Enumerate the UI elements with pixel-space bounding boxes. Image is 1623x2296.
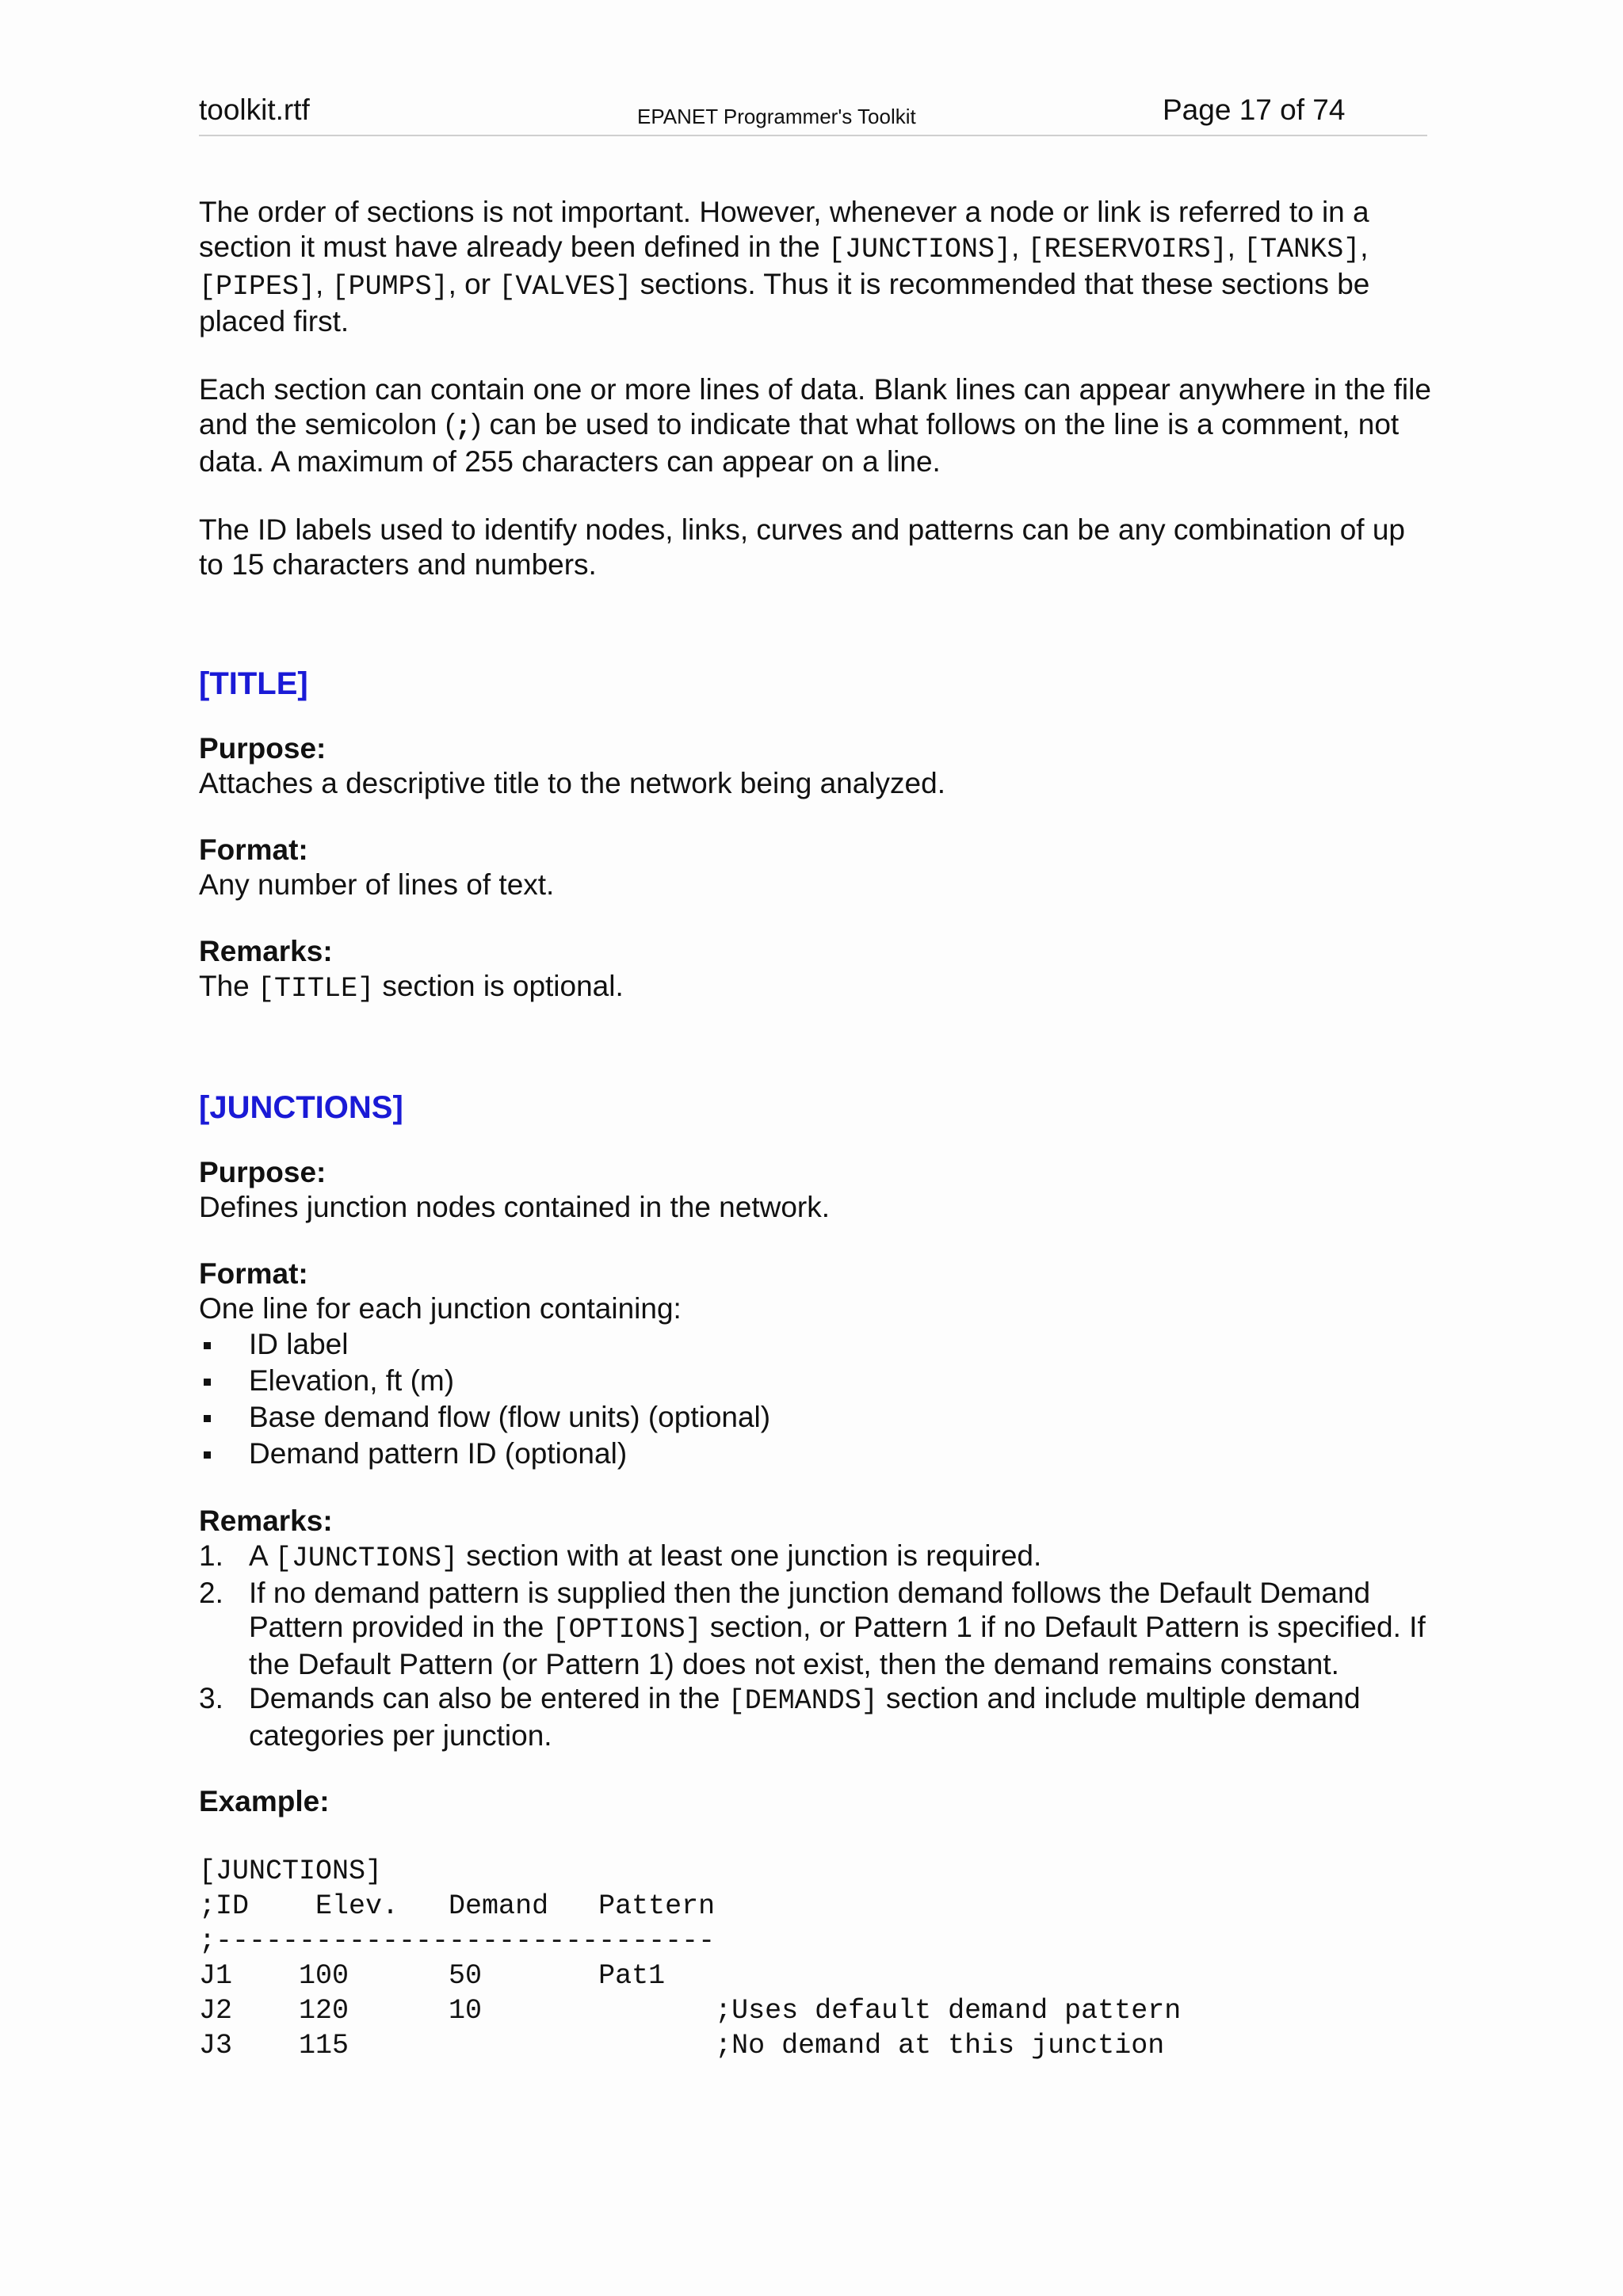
remarks-label: Remarks: xyxy=(199,1505,333,1537)
title-remarks xyxy=(199,934,1435,1006)
remarks-label: Remarks: xyxy=(199,935,333,967)
format-label: Format: xyxy=(199,1257,308,1290)
junctions-purpose xyxy=(199,1155,1435,1225)
format-text: One line for each junction containing: xyxy=(199,1292,682,1325)
title-purpose xyxy=(199,731,1435,801)
intro-paragraph-2: Each section can contain one or more lines of data. Blank lines can appear anywhere in the file and the semicolon (;) can be used to indicate that what follows on the line is a comment, not data. A maximum of 255 characters can appear on a line. xyxy=(199,373,1431,478)
format-label: Format: xyxy=(199,833,308,866)
remarks-numbered-list xyxy=(199,1539,1435,1753)
purpose-label: Purpose: xyxy=(199,1156,327,1188)
list-item: Elevation, ft (m) xyxy=(199,1363,1435,1399)
junctions-example xyxy=(199,1784,1435,2063)
list-item: 1. A [JUNCTIONS] section with at least one junction is required. xyxy=(199,1539,1042,1574)
junctions-format xyxy=(199,1257,1435,1472)
header-filename: toolkit.rtf xyxy=(199,93,310,126)
header-page-number: Page 17 of 74 xyxy=(1163,93,1346,126)
list-item: ID label xyxy=(199,1326,1435,1363)
page-body xyxy=(199,195,1435,2063)
example-label: Example: xyxy=(199,1785,330,1817)
section-heading-junctions: [JUNCTIONS] xyxy=(199,1090,403,1125)
list-item: 3. Demands can also be entered in the [DEMANDS] section and include multiple demand categories per junction. xyxy=(199,1682,1361,1752)
title-format xyxy=(199,833,1435,902)
header-doc-title: EPANET Programmer's Toolkit xyxy=(637,105,916,128)
list-item: Demand pattern ID (optional) xyxy=(199,1436,1435,1472)
remarks-text: The [TITLE] section is optional. xyxy=(199,970,624,1005)
purpose-text: Attaches a descriptive title to the network being analyzed. xyxy=(199,767,945,799)
example-code-block: [JUNCTIONS] ;ID Elev. Demand Pattern ;------------------------------ J1 100 50 Pat1 J2 120 10 ;Uses default demand pattern J3 115 ;No demand at this junction xyxy=(199,1855,1182,2061)
intro-paragraph-1: The order of sections is not important. However, whenever a node or link is referred to in a section it must have already been defined in the [JUNCTIONS], [RESERVOIRS], [TANKS], [PIPES], [PUMPS], or [VALVES] sections. Thus it is recommended that these sections be placed first. xyxy=(199,196,1370,338)
purpose-label: Purpose: xyxy=(199,732,327,765)
format-bullet-list xyxy=(199,1326,1435,1472)
list-item: Base demand flow (flow units) (optional) xyxy=(199,1399,1435,1436)
page-header xyxy=(199,93,1427,136)
purpose-text: Defines junction nodes contained in the network. xyxy=(199,1191,831,1223)
list-item: 2. If no demand pattern is supplied then the junction demand follows the Default Demand Pattern provided in the [OPTIONS] section, or Pattern 1 if no Default Pattern is specified. If the Default Pattern (or Pattern 1) does not exist, then the demand remains constant. xyxy=(199,1577,1426,1680)
format-text: Any number of lines of text. xyxy=(199,868,555,901)
junctions-remarks xyxy=(199,1504,1435,1753)
section-heading-title: [TITLE] xyxy=(199,666,308,701)
intro-paragraph-3: The ID labels used to identify nodes, links, curves and patterns can be any combination of up to 15 characters and numbers. xyxy=(199,513,1406,581)
